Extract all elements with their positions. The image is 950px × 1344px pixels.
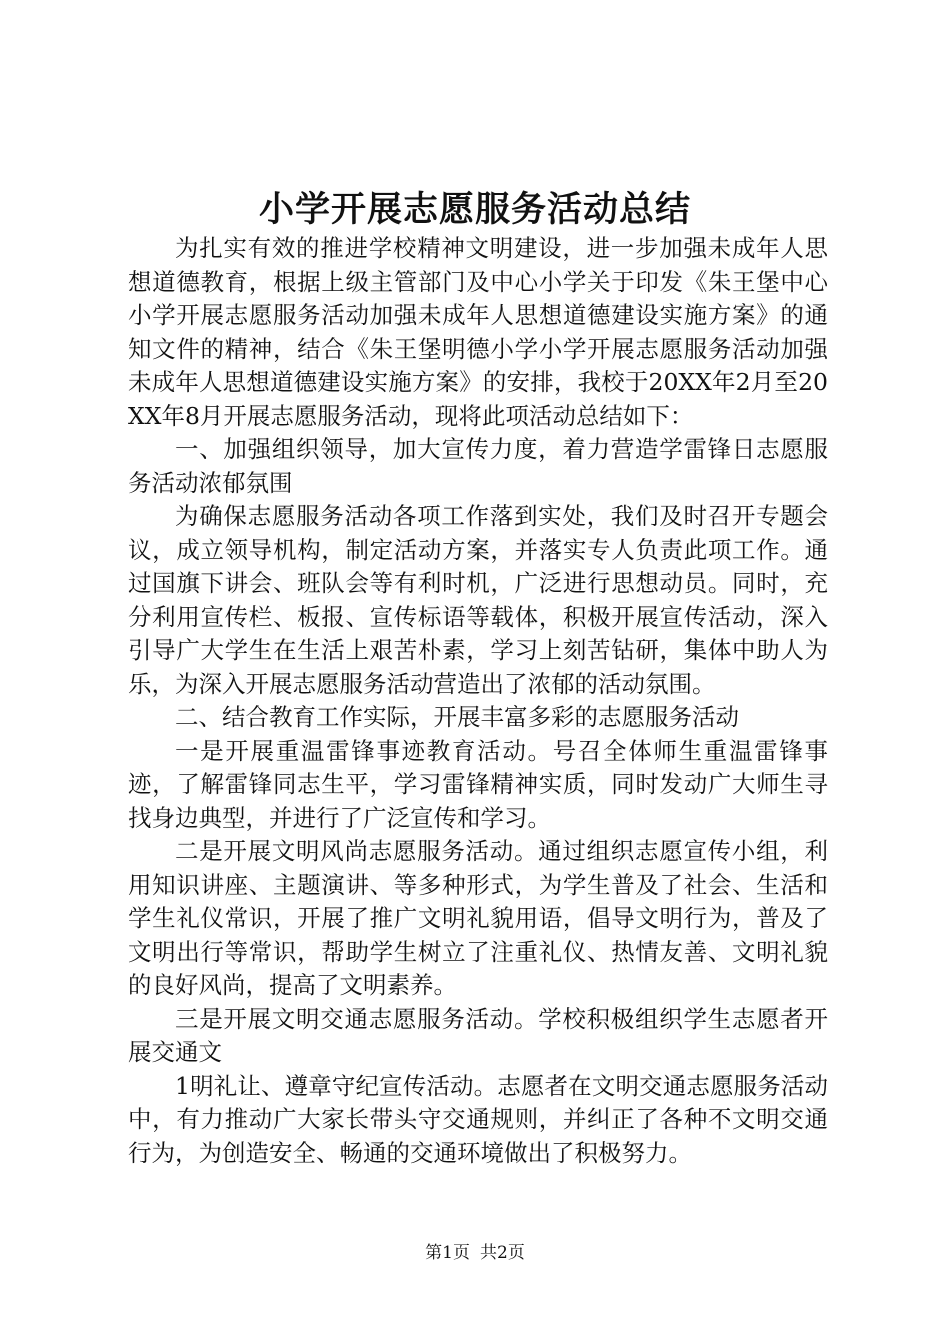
document-title: 小学开展志愿服务活动总结	[258, 190, 691, 230]
page-footer	[0, 1241, 950, 1265]
paragraph-intro: 为扎实有效的推进学校精神文明建设，进一步加强未成年人思想道德教育，根据上级主管部门及中心小学关于印发《朱王堡中心小学开展志愿服务活动加强未成年人思想道德建设实施方案》的通知文件的精神，结合《朱王堡明德小学小学开展志愿服务活动加强未成年人思想道德建设实施方案》的安排，我校于20XX年2月至20XX年8月开展志愿服务活动，现将此项活动总结如下：	[128, 234, 828, 430]
paragraph-organization: 为确保志愿服务活动各项工作落到实处，我们及时召开专题会议，成立领导机构，制定活动方案，并落实专人负责此项工作。通过国旗下讲会、班队会等有利时机，广泛进行思想动员。同时，充分利用宣传栏、板报、宣传标语等载体，积极开展宣传活动，深入引导广大学生在生活上艰苦朴素，学习上刻苦钻研，集体中助人为乐，为深入开展志愿服务活动营造出了浓郁的活动氛围。	[128, 502, 828, 698]
paragraph-civility: 二是开展文明风尚志愿服务活动。通过组织志愿宣传小组，利用知识讲座、主题演讲、等多种形式，为学生普及了社会、生活和学生礼仪常识，开展了推广文明礼貌用语，倡导文明行为，普及了文明出行等常识，帮助学生树立了注重礼仪、热情友善、文明礼貌的良好风尚，提高了文明素养。	[128, 837, 828, 999]
section-heading-2: 二、结合教育工作实际，开展丰富多彩的志愿服务活动	[175, 703, 739, 731]
paragraph-leifeng: 一是开展重温雷锋事迹教育活动。号召全体师生重温雷锋事迹，了解雷锋同志生平，学习雷锋精神实质，同时发动广大师生寻找身边典型，并进行了广泛宣传和学习。	[128, 736, 828, 832]
paragraph-traffic-continued: 1明礼让、遵章守纪宣传活动。志愿者在文明交通志愿服务活动中，有力推动广大家长带头守交通规则，并纠正了各种不文明交通行为，为创造安全、畅通的交通环境做出了积极努力。	[128, 1071, 828, 1167]
section-heading-1: 一、加强组织领导，加大宣传力度，着力营造学雷锋日志愿服务活动浓郁氛围	[128, 435, 828, 497]
page-number-total: 共2页	[480, 1243, 525, 1263]
document-body	[128, 232, 828, 1170]
paragraph-traffic: 三是开展文明交通志愿服务活动。学校积极组织学生志愿者开展交通文	[128, 1004, 828, 1066]
page-number-current: 第1页	[425, 1243, 470, 1263]
